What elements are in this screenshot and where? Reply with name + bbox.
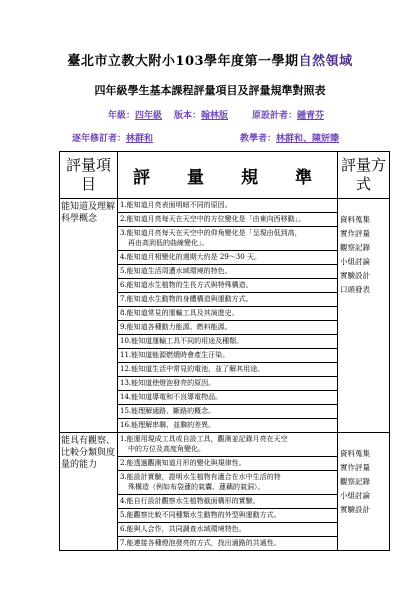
criteria-item — [118, 523, 337, 537]
criteria-cell — [118, 199, 338, 433]
method-cell — [338, 199, 390, 433]
criteria-text: 10.能知道運輸工具不同的用途及種類。 — [120, 337, 244, 345]
criteria-item — [118, 391, 337, 405]
teacher-value: 林群和、陳妍臻 — [276, 134, 340, 144]
criteria-item — [118, 433, 337, 457]
document-subtitle: 四年級學生基本課程評量項目及評量規準對照表 — [94, 84, 326, 97]
criteria-text: 7.能連接各種燈泡發亮的方式，找出通路的共通性。 — [120, 539, 281, 547]
criteria-item — [118, 537, 337, 550]
criteria-text: 11.能知道能源燃燒時會產生汙染。 — [120, 351, 230, 359]
teacher-field — [240, 131, 339, 144]
criteria-item — [118, 335, 337, 349]
method-item: 資料蒐集 — [340, 215, 370, 224]
method-item: 資料蒐集 — [340, 449, 370, 458]
criteria-item — [118, 251, 337, 265]
criteria-text: 5.能觀察比較不同種類水生動物的外型與運動方式。 — [120, 511, 281, 519]
table-row — [60, 433, 390, 551]
criteria-text: 2.能透過觀測知道月形的變化與規律性。 — [120, 459, 246, 467]
criteria-text: 1.能知道月亮表面明暗不同的原因。 — [120, 201, 232, 209]
designer-field — [252, 108, 324, 121]
criteria-item — [118, 213, 337, 227]
criteria-item — [118, 265, 337, 279]
criteria-text-continued: 再由高到低的曲線變化」。 — [128, 239, 209, 247]
header-criteria: 評 量 規 準 — [118, 152, 338, 199]
criteria-text: 7.能知道水生動物的身體構造與運動方式。 — [120, 295, 253, 303]
grade-label: 年級： — [108, 111, 136, 121]
designer-value: 鍾青芬 — [297, 111, 325, 121]
criteria-item — [118, 509, 337, 523]
table-row — [60, 199, 390, 433]
criteria-item — [118, 419, 337, 432]
criteria-item — [118, 307, 337, 321]
criteria-text: 5.能知道生活周遭水域環境的特色。 — [120, 267, 232, 275]
criteria-item — [118, 349, 337, 363]
teacher-label: 教學者： — [240, 134, 277, 144]
method-item: 實作評量 — [340, 463, 370, 472]
criteria-item — [118, 279, 337, 293]
criteria-text-continued: 殊構造（例如布袋蓮的氣囊、蓮藕的氣洞）。 — [128, 483, 265, 491]
criteria-item — [118, 321, 337, 335]
edition-field — [174, 108, 228, 121]
criteria-item — [118, 199, 337, 213]
method-cell — [338, 433, 390, 551]
method-item: 實驗設計 — [340, 271, 370, 280]
designer-label: 原設計者： — [252, 111, 298, 121]
method-item: 實作評量 — [340, 229, 370, 238]
criteria-item — [118, 405, 337, 419]
method-item: 實驗設計 — [340, 505, 370, 514]
criteria-text: 4.能知道月相變化的週期大約是 29～30 天。 — [120, 253, 261, 261]
table-body — [60, 199, 390, 551]
criteria-cell — [118, 433, 338, 551]
edition-value: 翰林版 — [201, 111, 229, 121]
criteria-text: 3.能設計實驗，證明水生植物有適合在水中生活的特 — [120, 473, 281, 481]
method-item: 小組討論 — [340, 491, 370, 500]
reviser-label: 逐年修訂者： — [72, 134, 127, 144]
header-item: 評量項目 — [60, 152, 118, 199]
criteria-text: 6.能知道水生植物的生長方式與特殊構造。 — [120, 281, 253, 289]
criteria-item — [118, 495, 337, 509]
method-item: 觀察記錄 — [340, 243, 370, 252]
domain-title: 自然領域 — [298, 54, 353, 69]
criteria-text: 9.能知道各種動力能源、燃料能源。 — [120, 323, 232, 331]
criteria-item — [118, 377, 337, 391]
criteria-item — [118, 363, 337, 377]
category-cell: 能知道及理解科學概念 — [60, 199, 118, 433]
criteria-item — [118, 457, 337, 471]
method-item: 口頭發表 — [340, 285, 370, 294]
criteria-text: 6.能與人合作，共同調查水域環境特色。 — [120, 525, 246, 533]
grade-value: 四年級 — [135, 111, 163, 121]
criteria-text: 4.能自行設計觀察水生植物截面構形的實驗。 — [120, 497, 260, 505]
category-cell: 能具有觀察、比較分類與度量的能力 — [60, 433, 118, 551]
school-title: 臺北市立教大附小103學年度第一學期 — [67, 54, 299, 69]
table-header-row — [60, 152, 390, 199]
criteria-item — [118, 293, 337, 307]
criteria-text: 8.能知道常見的運輸工具及其演進史。 — [120, 309, 239, 317]
reviser-value: 林群和 — [126, 134, 154, 144]
criteria-text: 2.能知道月亮每天在天空中的方位變化是「由東向西移動」。 — [120, 215, 306, 223]
criteria-text: 13.能知道使燈泡發亮的原因。 — [120, 379, 216, 387]
method-item: 觀察記錄 — [340, 477, 370, 486]
document-title — [0, 50, 420, 69]
criteria-text: 3.能知道月亮每天在天空中的仰角變化是「呈現由低到高， — [120, 229, 302, 237]
edition-label: 版本： — [174, 111, 202, 121]
reviser-field — [72, 131, 153, 144]
grade-field — [108, 108, 162, 121]
header-method: 評量方式 — [338, 152, 390, 199]
criteria-text-continued: 中的方位及高度角變化。 — [128, 445, 205, 453]
criteria-text: 16.能理解串聯、並聯的差異。 — [120, 421, 216, 429]
criteria-item — [118, 471, 337, 495]
criteria-text: 1.能運用現成工具或自設工具，觀測並記錄月亮在天空 — [120, 435, 288, 443]
criteria-text: 14.能知道導電和不良導電物品。 — [120, 393, 223, 401]
criteria-text: 12.能知道生活中常見的電池，並了解其用途。 — [120, 365, 265, 373]
criteria-item — [118, 227, 337, 251]
criteria-table — [59, 151, 390, 551]
method-item: 小組討論 — [340, 257, 370, 266]
criteria-text: 15.能理解通路、斷路的概念。 — [120, 407, 216, 415]
